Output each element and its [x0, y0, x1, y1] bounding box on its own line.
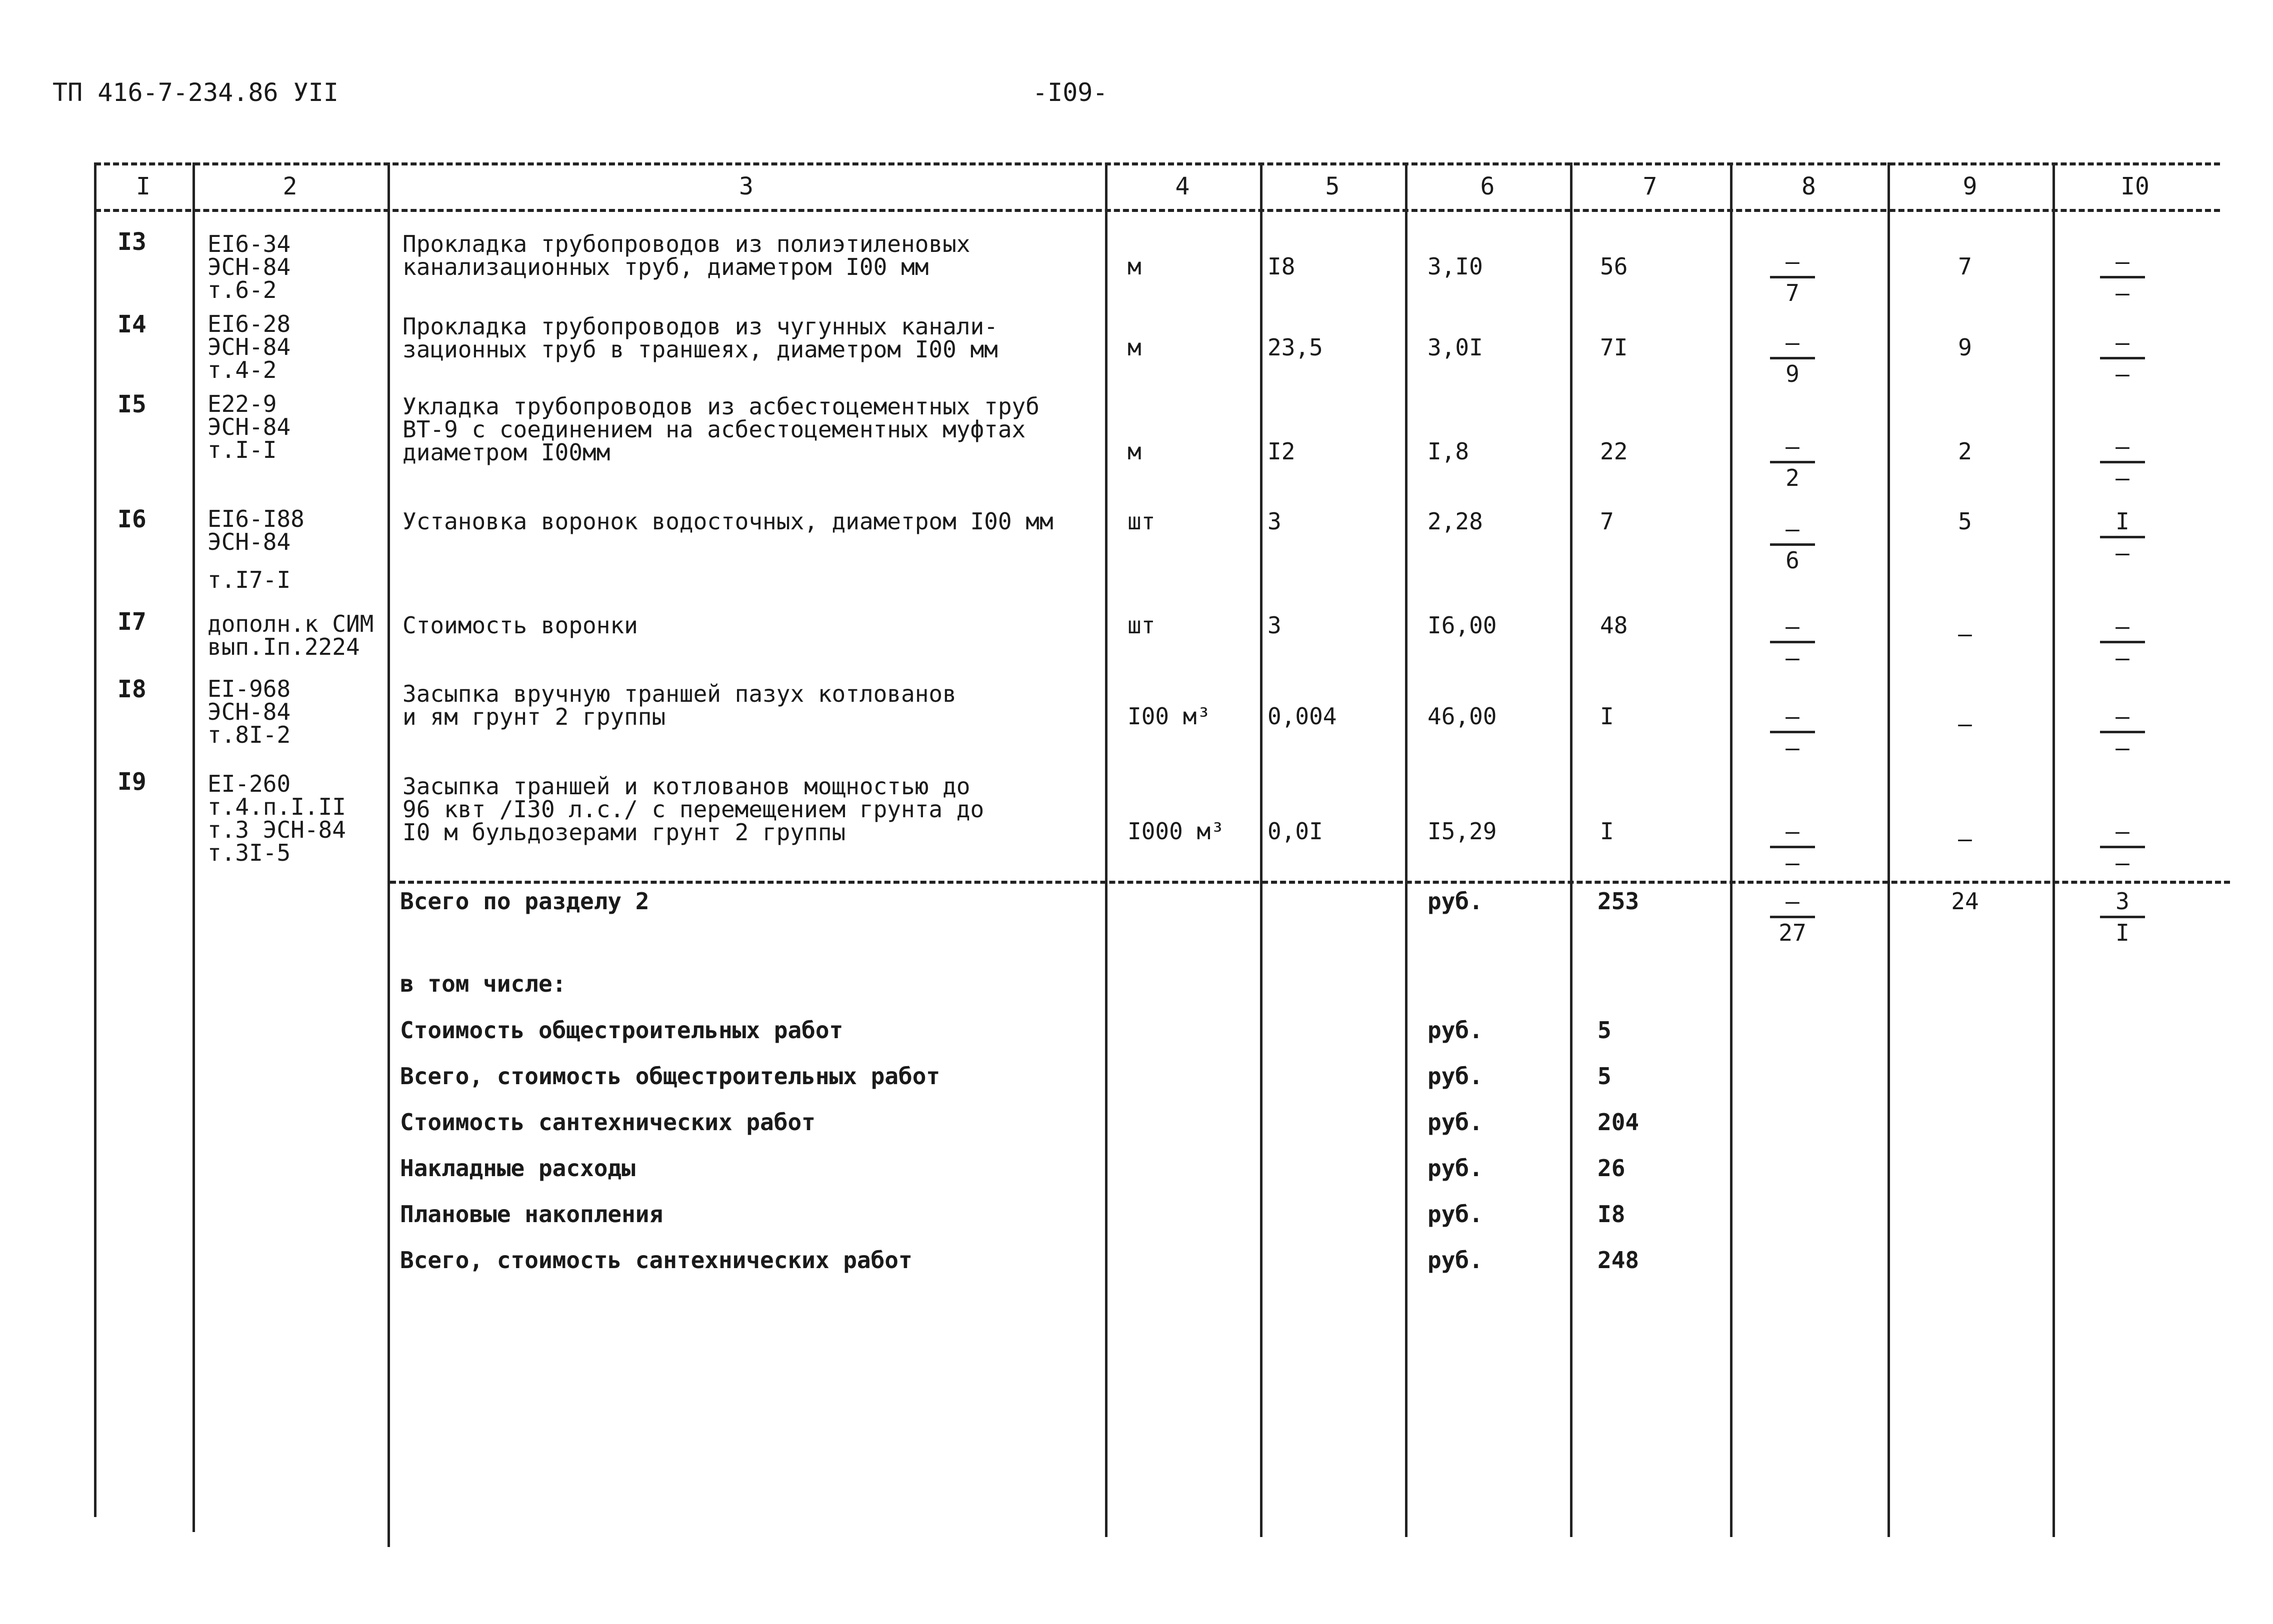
fraction-denominator: – [2116, 539, 2130, 566]
fraction-bar [1770, 357, 1815, 359]
reference-line: вып.Iп.2224 [208, 633, 360, 660]
column-header-5: 5 [1325, 172, 1340, 200]
row-col10-fraction [2095, 250, 2150, 304]
fraction-denominator: – [2116, 849, 2130, 876]
fraction-denominator: – [2116, 464, 2130, 491]
row-description [402, 682, 956, 728]
section-total-col10-fraction [2095, 890, 2150, 944]
fraction-numerator: – [2116, 248, 2130, 275]
row-total: I [1600, 818, 1614, 845]
header-bottom-rule [95, 209, 2220, 212]
table-top-rule [95, 162, 2220, 165]
row-number: I3 [118, 228, 146, 256]
description-line: Стоимость воронки [402, 612, 638, 639]
reference-line: т.6-2 [208, 276, 277, 303]
row-col8-fraction [1765, 615, 1820, 669]
row-total: 48 [1600, 612, 1628, 639]
row-reference [208, 677, 290, 746]
reference-line: т.3 ЭСН-84 [208, 816, 346, 843]
section-total-unit: руб. [1428, 888, 1483, 915]
row-reference [208, 232, 290, 301]
row-number: I8 [118, 675, 146, 703]
row-reference [208, 312, 290, 381]
column-header-1: I [136, 172, 150, 200]
row-col10-fraction [2095, 820, 2150, 874]
row-total: 56 [1600, 253, 1628, 280]
description-line: Засыпка вручную траншей пазух котлованов [402, 680, 956, 707]
row-col9: 5 [1958, 508, 1972, 535]
row-unit: I00 м³ [1128, 703, 1211, 730]
fraction-bar [2100, 731, 2145, 733]
reference-line: т.I-I [208, 436, 277, 463]
description-line: Установка воронок водосточных, диаметром I00 мм [402, 508, 1054, 535]
reference-line: ЭСН-84 [208, 413, 291, 440]
summary-label: Всего, стоимость общестроительных работ [400, 1063, 940, 1090]
row-total: I [1600, 703, 1614, 730]
row-unit-price: I5,29 [1428, 818, 1497, 845]
description-line: I0 м бульдозерами грунт 2 группы [402, 819, 846, 846]
row-quantity: 0,0I [1268, 818, 1323, 845]
summary-unit: руб. [1428, 1201, 1483, 1228]
col-line-3 [1105, 162, 1108, 1537]
fraction-denominator: 6 [1786, 547, 1800, 574]
summary-value: 5 [1598, 1017, 1612, 1044]
col-line-2 [388, 162, 390, 1547]
col-line-8 [1888, 162, 1890, 1537]
fraction-denominator: – [2116, 644, 2130, 671]
row-quantity: 3 [1268, 612, 1282, 639]
row-unit-price: I,8 [1428, 438, 1470, 465]
reference-line: EI6-I88 [208, 505, 304, 532]
fraction-numerator: – [2116, 703, 2130, 730]
row-col9: 7 [1958, 253, 1972, 280]
row-reference [208, 612, 374, 658]
row-col9: – [1958, 825, 1972, 852]
fraction-bar [2100, 641, 2145, 643]
subtotal-rule [390, 881, 2230, 884]
column-header-8: 8 [1802, 172, 1816, 200]
description-line: Укладка трубопроводов из асбестоцементных труб [402, 393, 1040, 420]
col-line-7 [1730, 162, 1732, 1537]
row-description [402, 232, 970, 278]
column-header-7: 7 [1642, 172, 1658, 200]
section-total-value: 253 [1598, 888, 1640, 915]
col-line-4 [1260, 162, 1262, 1537]
row-col8-fraction [1765, 435, 1820, 489]
fraction-numerator: – [1786, 248, 1800, 275]
row-unit-price: 3,I0 [1428, 253, 1483, 280]
fraction-bar [1770, 543, 1815, 546]
fraction-bar [2100, 461, 2145, 463]
row-quantity: 0,004 [1268, 703, 1337, 730]
row-reference [208, 507, 304, 591]
fraction-numerator: – [1786, 888, 1800, 915]
row-unit: шт [1128, 612, 1156, 639]
summary-unit: руб. [1428, 1247, 1483, 1274]
row-description [402, 315, 998, 361]
fraction-numerator: – [1786, 703, 1800, 730]
fraction-bar [1770, 276, 1815, 278]
page-number: -I09- [1032, 78, 1108, 107]
section-total-col9: 24 [1951, 888, 1979, 915]
fraction-denominator: I [2116, 919, 2130, 946]
row-unit: I000 м³ [1128, 818, 1224, 845]
reference-line: т.I7-I [208, 566, 291, 593]
fraction-bar [2100, 276, 2145, 278]
summary-label: Всего, стоимость сантехнических работ [400, 1247, 912, 1274]
column-header-2: 2 [282, 172, 298, 200]
reference-line: ЭСН-84 [208, 698, 291, 725]
fraction-denominator: – [2116, 279, 2130, 306]
row-col8-fraction [1765, 517, 1820, 572]
fraction-denominator: 27 [1778, 919, 1806, 946]
reference-line: т.8I-2 [208, 721, 291, 748]
reference-line: ЭСН-84 [208, 253, 291, 280]
reference-line: ЭСН-84 [208, 333, 291, 360]
row-number: I6 [118, 505, 146, 533]
description-line: Прокладка трубопроводов из чугунных канали- [402, 313, 998, 340]
summary-value: I8 [1598, 1201, 1626, 1228]
row-col10-fraction [2095, 435, 2150, 489]
reference-line: дополн.к СИМ [208, 610, 374, 637]
row-total: 22 [1600, 438, 1628, 465]
fraction-bar [1770, 846, 1815, 848]
row-reference [208, 392, 290, 461]
row-quantity: 3 [1268, 508, 1282, 535]
row-quantity: I8 [1268, 253, 1296, 280]
row-col10-fraction [2095, 615, 2150, 669]
summary-label: Плановые накопления [400, 1201, 664, 1228]
row-unit: м [1128, 438, 1142, 465]
reference-line: EI-260 [208, 770, 291, 797]
row-col9: 9 [1958, 334, 1972, 361]
description-line: Прокладка трубопроводов из полиэтиленовых [402, 230, 970, 257]
description-line: 96 квт /I30 л.с./ с перемещением грунта до [402, 796, 984, 823]
summary-label: Стоимость сантехнических работ [400, 1109, 816, 1136]
summary-unit: руб. [1428, 1063, 1483, 1090]
description-line: и ям грунт 2 группы [402, 703, 666, 730]
fraction-denominator: 9 [1786, 360, 1800, 387]
col-line-0 [94, 162, 96, 1517]
row-col10-fraction [2095, 705, 2150, 759]
row-unit-price: 3,0I [1428, 334, 1483, 361]
fraction-numerator: 3 [2116, 888, 2130, 915]
summary-unit: руб. [1428, 1017, 1483, 1044]
row-col9: – [1958, 620, 1972, 647]
section-total-col8-fraction [1765, 890, 1820, 944]
fraction-bar [2100, 536, 2145, 538]
summary-value: 248 [1598, 1247, 1640, 1274]
row-number: I4 [118, 310, 146, 338]
row-col10-fraction [2095, 331, 2150, 385]
fraction-denominator: 7 [1786, 279, 1800, 306]
fraction-denominator: – [2116, 734, 2130, 761]
reference-line: т.3I-5 [208, 839, 291, 866]
row-unit: м [1128, 253, 1142, 280]
reference-line: EI-968 [208, 675, 291, 702]
summary-value: 5 [1598, 1063, 1612, 1090]
col-line-9 [2052, 162, 2055, 1537]
fraction-denominator: – [1786, 849, 1800, 876]
col-line-5 [1405, 162, 1408, 1537]
column-header-9: 9 [1962, 172, 1978, 200]
reference-line: т.4-2 [208, 356, 277, 383]
fraction-numerator: – [2116, 818, 2130, 845]
including-label: в том числе: [400, 970, 566, 997]
fraction-denominator: – [1786, 734, 1800, 761]
fraction-numerator: – [1786, 515, 1800, 542]
row-unit-price: I6,00 [1428, 612, 1497, 639]
reference-line: E22-9 [208, 390, 277, 417]
fraction-denominator: – [1786, 644, 1800, 671]
row-description [402, 510, 1054, 533]
fraction-bar [2100, 357, 2145, 359]
column-header-4: 4 [1175, 172, 1190, 200]
description-line: диаметром I00мм [402, 439, 610, 466]
row-number: I5 [118, 390, 146, 418]
row-unit-price: 46,00 [1428, 703, 1497, 730]
fraction-bar [1770, 461, 1815, 463]
summary-unit: руб. [1428, 1109, 1483, 1136]
column-header-3: 3 [739, 172, 754, 200]
column-header-6: 6 [1480, 172, 1495, 200]
row-unit-price: 2,28 [1428, 508, 1483, 535]
fraction-numerator: – [2116, 613, 2130, 640]
fraction-numerator: – [2116, 329, 2130, 356]
summary-value: 26 [1598, 1155, 1626, 1182]
fraction-numerator: – [2116, 433, 2130, 460]
description-line: зационных труб в траншеях, диаметром I00 мм [402, 336, 998, 363]
row-quantity: I2 [1268, 438, 1296, 465]
summary-label: Накладные расходы [400, 1155, 636, 1182]
row-reference [208, 772, 346, 864]
row-description [402, 614, 638, 637]
row-quantity: 23,5 [1268, 334, 1323, 361]
row-col8-fraction [1765, 250, 1820, 304]
summary-value: 204 [1598, 1109, 1640, 1136]
row-col8-fraction [1765, 705, 1820, 759]
document-code: ТП 416-7-234.86 УII [52, 78, 338, 107]
row-number: I7 [118, 608, 146, 636]
description-line: Засыпка траншей и котлованов мощностью до [402, 773, 970, 800]
row-total: 7I [1600, 334, 1628, 361]
fraction-numerator: – [1786, 613, 1800, 640]
description-line: ВТ-9 с соединением на асбестоцементных муфтах [402, 416, 1026, 443]
description-line: канализационных труб, диаметром I00 мм [402, 253, 929, 280]
fraction-numerator: – [1786, 818, 1800, 845]
fraction-numerator: – [1786, 433, 1800, 460]
row-col8-fraction [1765, 820, 1820, 874]
fraction-numerator: – [1786, 329, 1800, 356]
row-col8-fraction [1765, 331, 1820, 385]
reference-line: ЭСН-84 [208, 528, 291, 555]
fraction-bar [2100, 916, 2145, 918]
fraction-denominator: 2 [1786, 464, 1800, 491]
col-line-6 [1570, 162, 1572, 1537]
fraction-bar [1770, 731, 1815, 733]
column-header-10: I0 [2120, 172, 2150, 200]
reference-line: EI6-34 [208, 230, 291, 257]
row-description [402, 775, 984, 844]
fraction-numerator: I [2116, 508, 2130, 535]
reference-line: т.4.п.I.II [208, 793, 346, 820]
row-unit: м [1128, 334, 1142, 361]
summary-label: Стоимость общестроительных работ [400, 1017, 844, 1044]
row-description [402, 395, 1040, 464]
fraction-bar [1770, 916, 1815, 918]
row-col9: 2 [1958, 438, 1972, 465]
fraction-bar [2100, 846, 2145, 848]
section-total-label: Всего по разделу 2 [400, 888, 650, 915]
col-line-1 [192, 162, 195, 1532]
row-unit: шт [1128, 508, 1156, 535]
fraction-bar [1770, 641, 1815, 643]
reference-line: EI6-28 [208, 310, 291, 337]
row-col9: – [1958, 710, 1972, 737]
row-total: 7 [1600, 508, 1614, 535]
summary-unit: руб. [1428, 1155, 1483, 1182]
row-col10-fraction [2095, 510, 2150, 564]
fraction-denominator: – [2116, 360, 2130, 387]
row-number: I9 [118, 768, 146, 796]
